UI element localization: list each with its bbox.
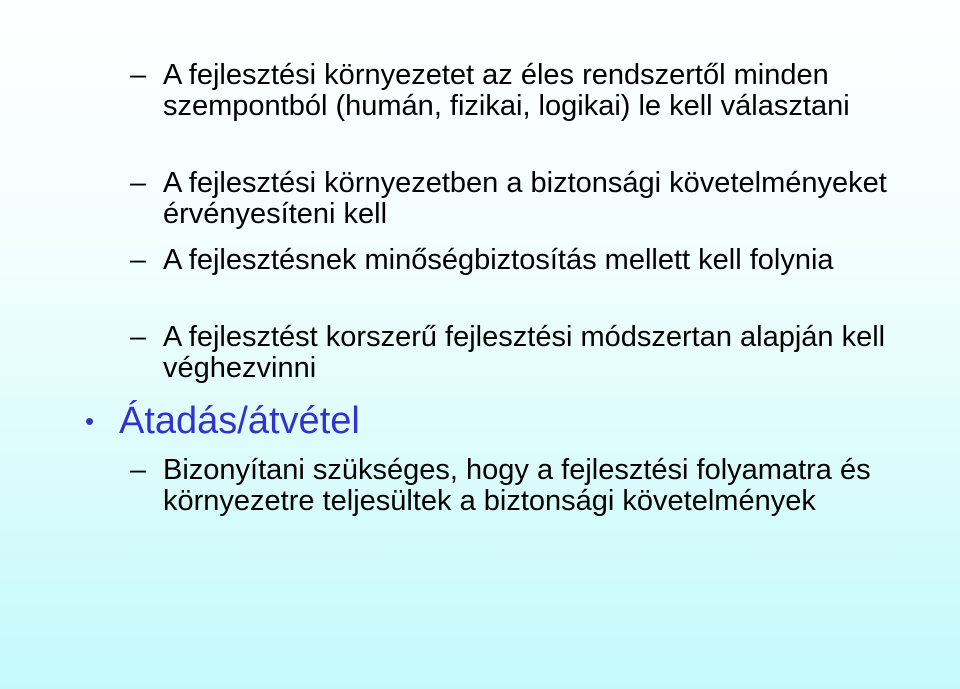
sub-bullet-text: Bizonyítani szükséges, hogy a fejlesztési folyamatra és környezetre teljesültek a biztonsági követelmények: [163, 454, 871, 517]
sub-bullet-text: A fejlesztési környezetben a biztonsági követelményeket érvényesíteni kell: [163, 167, 887, 230]
dash-marker: –: [130, 454, 147, 486]
sub-bullet-text: A fejlesztést korszerű fejlesztési módszertan alapján kell véghezvinni: [163, 321, 886, 384]
dash-marker: –: [130, 244, 147, 276]
sub-bullet-text: A fejlesztési környezetet az éles rendszertől minden szempontból (humán, fizikai, logikai) le kell választani: [163, 59, 850, 122]
sub-bullet-item: [130, 245, 940, 276]
sub-bullet-item: [130, 455, 940, 517]
dash-marker: –: [130, 321, 147, 353]
sub-bullet-item: [130, 168, 940, 230]
dash-marker: –: [130, 167, 147, 199]
sub-bullet-text: A fejlesztésnek minőségbiztosítás mellett kell folynia: [163, 244, 834, 276]
sub-bullet-item: [130, 322, 940, 384]
bullet-marker: •: [85, 406, 95, 436]
dash-marker: –: [130, 59, 147, 91]
main-bullet-text: Átadás/átvétel: [119, 400, 360, 442]
sub-bullet-item: [130, 60, 940, 122]
main-bullet-item: [85, 401, 945, 441]
